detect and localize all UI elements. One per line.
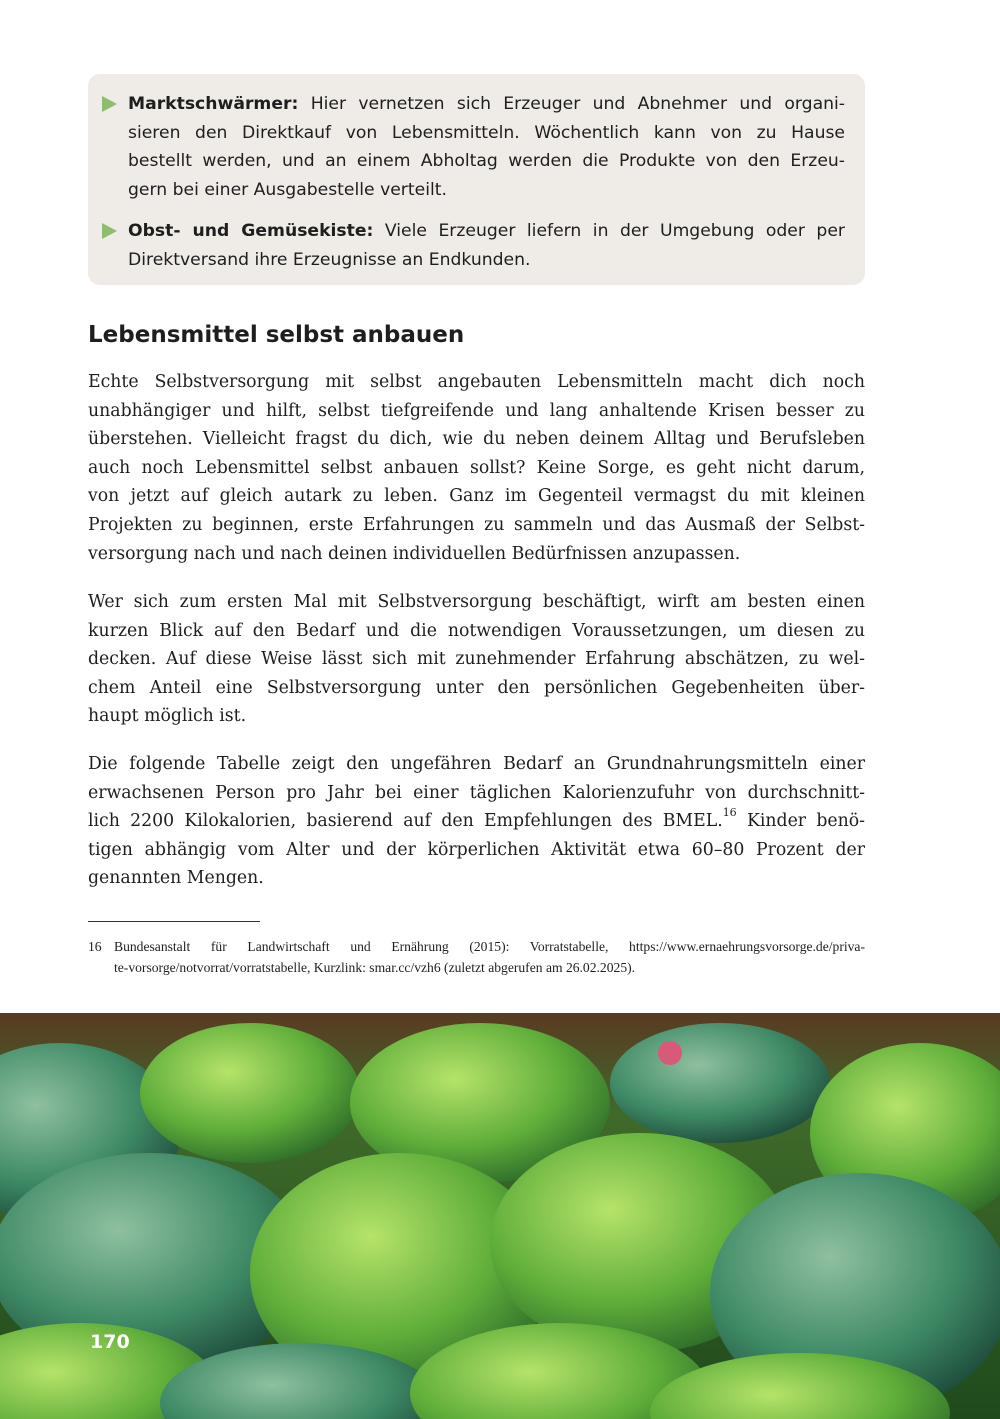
- text: Direktversand ihre Erzeugnisse an Endkunden.: [128, 249, 531, 270]
- footnote-number: 16: [88, 939, 102, 954]
- text-line: Die folgende Tabelle zeigt den ungefähren Bedarf an Grundnahrungsmitteln einer: [88, 754, 865, 774]
- text-line: erwachsenen Person pro Jahr bei einer täglichen Kalorienzufuhr von durchschnitt-: [88, 782, 865, 803]
- footnote-divider: [88, 921, 260, 922]
- text-line: Echte Selbstversorgung mit selbst angebauten Lebensmitteln macht dich noch: [88, 372, 865, 392]
- text: gern bei einer Ausgabestelle verteilt.: [128, 179, 447, 200]
- footnote: [88, 936, 865, 978]
- text: Viele Erzeuger liefern in der Umgebung oder per: [373, 221, 845, 241]
- text-line: auch noch Lebensmittel selbst anbauen sollst? Keine Sorge, es geht nicht darum,: [88, 457, 865, 478]
- text-line: kurzen Blick auf den Bedarf und die notwendigen Voraussetzungen, um diesen zu: [88, 620, 865, 641]
- paragraph: [88, 368, 865, 568]
- text-line: überstehen. Vielleicht fragst du dich, wie du neben deinem Alltag und Berufsleben: [88, 429, 865, 450]
- lettuce-photo: [0, 1013, 1000, 1419]
- list-item: [128, 90, 845, 204]
- footnote-ref[interactable]: 16: [722, 806, 737, 820]
- text-line: versorgung nach und nach deinen individuellen Bedürfnissen anzupassen.: [88, 543, 741, 564]
- term: Obst- und Gemüsekiste:: [128, 221, 374, 241]
- list-item: [128, 217, 845, 274]
- text-line: unabhängiger und hilft, selbst tiefgreifende und lang anhaltende Krisen besser zu: [88, 400, 865, 421]
- triangle-bullet-icon: [102, 96, 117, 112]
- text: Hier vernetzen sich Erzeuger und Abnehmer und organi-: [298, 94, 845, 114]
- text: sieren den Direktkauf von Lebensmitteln. Wöchentlich kann von zu Hause: [128, 122, 845, 143]
- text-line: von jetzt auf gleich autark zu leben. Ganz im Gegenteil vermagst du mit kleinen: [88, 486, 865, 507]
- page-number: 170: [90, 1331, 130, 1353]
- footnote-line: te-vorsorge/notvorrat/vorratstabelle, Kurzlink: smar.cc/vzh6 (zuletzt abgerufen am 26.02.2025).: [114, 960, 636, 975]
- info-box: [88, 74, 865, 285]
- footnote-line: Bundesanstalt für Landwirtschaft und Ernährung (2015): Vorratstabelle, https://www.ernaehrungsvorsorge.de/priva-: [114, 939, 865, 954]
- paragraph: [88, 588, 865, 731]
- text-line: Projekten zu beginnen, erste Erfahrungen zu sammeln und das Ausmaß der Selbst-: [88, 514, 865, 535]
- term: Marktschwärmer:: [128, 94, 299, 114]
- text-line: decken. Auf diese Weise lässt sich mit zunehmender Erfahrung abschätzen, zu wel-: [88, 649, 865, 670]
- paragraph: [88, 750, 865, 893]
- text-line: tigen abhängig vom Alter und der körperlichen Aktivität etwa 60–80 Prozent der: [88, 839, 865, 860]
- text-line: chem Anteil eine Selbstversorgung unter den persönlichen Gegebenheiten über-: [88, 677, 865, 698]
- text: bestellt werden, und an einem Abholtag werden die Produkte von den Erzeu-: [128, 151, 845, 171]
- text-line: genannten Mengen.: [88, 868, 264, 889]
- text: Kinder benö-: [736, 811, 865, 832]
- text-line: haupt möglich ist.: [88, 706, 247, 727]
- section-heading: Lebensmittel selbst anbauen: [88, 322, 465, 348]
- triangle-bullet-icon: [102, 223, 117, 239]
- text: lich 2200 Kilokalorien, basierend auf den Empfehlungen des BMEL.: [88, 811, 723, 832]
- text-line: Wer sich zum ersten Mal mit Selbstversorgung beschäftigt, wirft am besten einen: [88, 592, 865, 612]
